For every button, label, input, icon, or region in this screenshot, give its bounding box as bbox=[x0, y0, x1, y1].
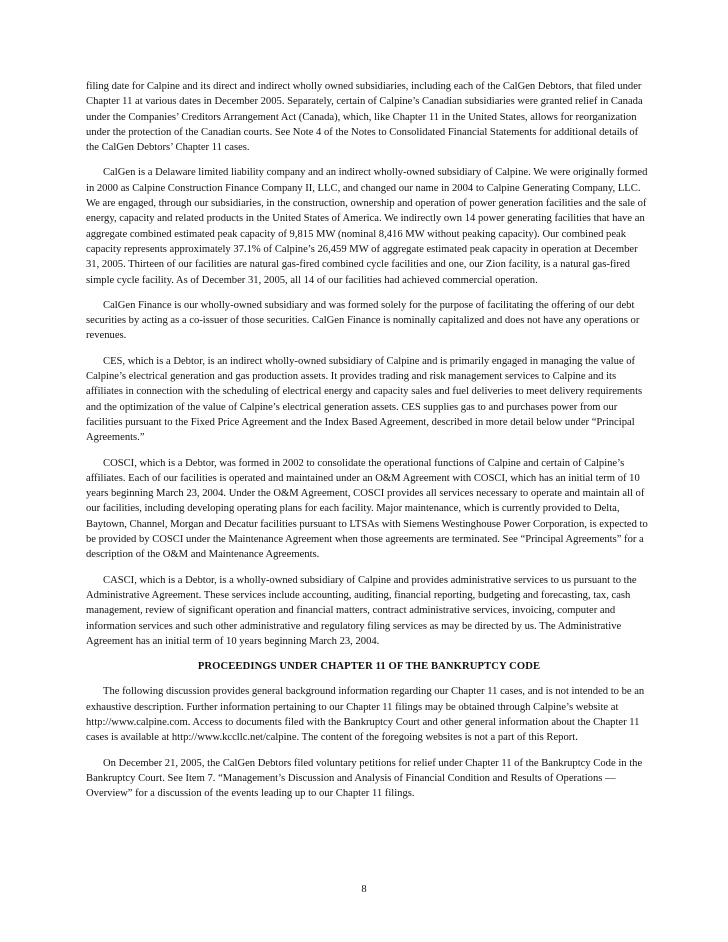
paragraph-petitions: On December 21, 2005, the CalGen Debtors filed voluntary petitions for relief under Chapter 11 of the Bankruptcy Code in the Bankruptcy Court. See Item 7. “Management’s Discussion and Analysis of Financial Condition and Results of Operations — Overview” for a discussion of the events leading up to our Chapter 11 filings. bbox=[86, 757, 643, 800]
paragraph-calgen: CalGen is a Delaware limited liability company and an indirect wholly-owned subsidiary of Calpine. We were originally formed in 2000 as Calpine Construction Finance Company II, LLC, and changed our name in 2004 to Calpine Generating Company, LLC. We are engaged, through our subsidiaries, in the construction, ownership and operation of power generation facilities and the sale of energy, capacity and related products in the United States of America. We indirectly own 14 power generating facilities that have an aggregate combined estimated peak capacity of 9,815 MW (nominal 8,416 MW without peaking capacity). Our combined peak capacity represents approximately 37.1% of Calpine’s 26,459 MW of aggregate estimated peak capacity in operation at December 31, 2005. Thirteen of our facilities are natural gas-fired combined cycle facilities and one, our Zion facility, is a natural gas-fired simple cycle facility. As of December 31, 2005, all 14 of our facilities had achieved commercial operation. bbox=[86, 167, 648, 286]
paragraph-background: The following discussion provides general background information regarding our Chapter 11 cases, and is not intended to be an exhaustive description. Further information pertaining to our Chapter 11 filings may be obtained through Calpine’s website at http://www.calpine.com. Access to documents filed with the Bankruptcy Court and other general information about the Chapter 11 cases is available at http://www.kccllc.net/calpine. The content of the foregoing websites is not a part of this Report. bbox=[86, 686, 645, 744]
paragraph-casci: CASCI, which is a Debtor, is a wholly-owned subsidiary of Calpine and provides administrative services to us pursuant to the Administrative Agreement. These services include accounting, auditing, financial reporting, budgeting and forecasting, tax, cash management, review of significant operation and financial matters, contract administrative services, invoicing, computer and information services and such other administrative and regulatory filing services as may be directed by us. The Administrative Agreement has an initial term of 10 years beginning March 23, 2004. bbox=[86, 574, 637, 647]
document-body bbox=[86, 79, 652, 811]
paragraph-cosci: COSCI, which is a Debtor, was formed in 2002 to consolidate the operational functions of Calpine and certain of Calpine’s affiliates. Each of our facilities is operated and maintained under an O&M Agreement with COSCI, which has an initial term of 10 years beginning March 23, 2004. Under the O&M Agreement, COSCI provides all services necessary to operate and maintain all of our facilities, including developing operating plans for each facility. Major maintenance, which is currently provided to Delta, Baytown, Channel, Morgan and Decatur facilities pursuant to LTSAs with Siemens Westinghouse Power Corporation, is expected to be provided by COSCI under the Maintenance Agreement when those agreements are terminated. See “Principal Agreements” for a description of the O&M and Maintenance Agreements. bbox=[86, 457, 648, 561]
paragraph-ces: CES, which is a Debtor, is an indirect wholly-owned subsidiary of Calpine and is primarily engaged in managing the value of Calpine’s electrical generation and gas production assets. It provides trading and risk management services to Calpine and its affiliates in connection with the scheduling of electrical energy and capacity sales and fuel deliveries to meet delivery requirements and the optimization of the value of Calpine’s electrical generation assets. CES supplies gas to and purchases power from our facilities pursuant to the Fixed Price Agreement and the Index Based Agreement, described in more detail below under “Principal Agreements.” bbox=[86, 355, 643, 444]
section-heading: PROCEEDINGS UNDER CHAPTER 11 OF THE BANKRUPTCY CODE bbox=[197, 661, 541, 673]
paragraph-filing-date: filing date for Calpine and its direct and indirect wholly owned subsidiaries, including each of the CalGen Debtors, that filed under Chapter 11 at various dates in December 2005. Separately, certain of Calpine’s Canadian subsidiaries were granted relief in Canada under the Companies’ Creditors Arrangement Act (Canada), which, like Chapter 11 in the United States, allows for reorganization under the protection of the Canadian courts. See Note 4 of the Notes to Consolidated Financial Statements for additional details of the CalGen Debtors’ Chapter 11 cases. bbox=[86, 81, 643, 154]
page-number: 8 bbox=[361, 884, 367, 895]
paragraph-calgen-finance: CalGen Finance is our wholly-owned subsidiary and was formed solely for the purpose of facilitating the offering of our debt securities by acting as a co-issuer of those securities. CalGen Finance is nominally capitalized and does not have any operations or revenues. bbox=[86, 299, 640, 342]
